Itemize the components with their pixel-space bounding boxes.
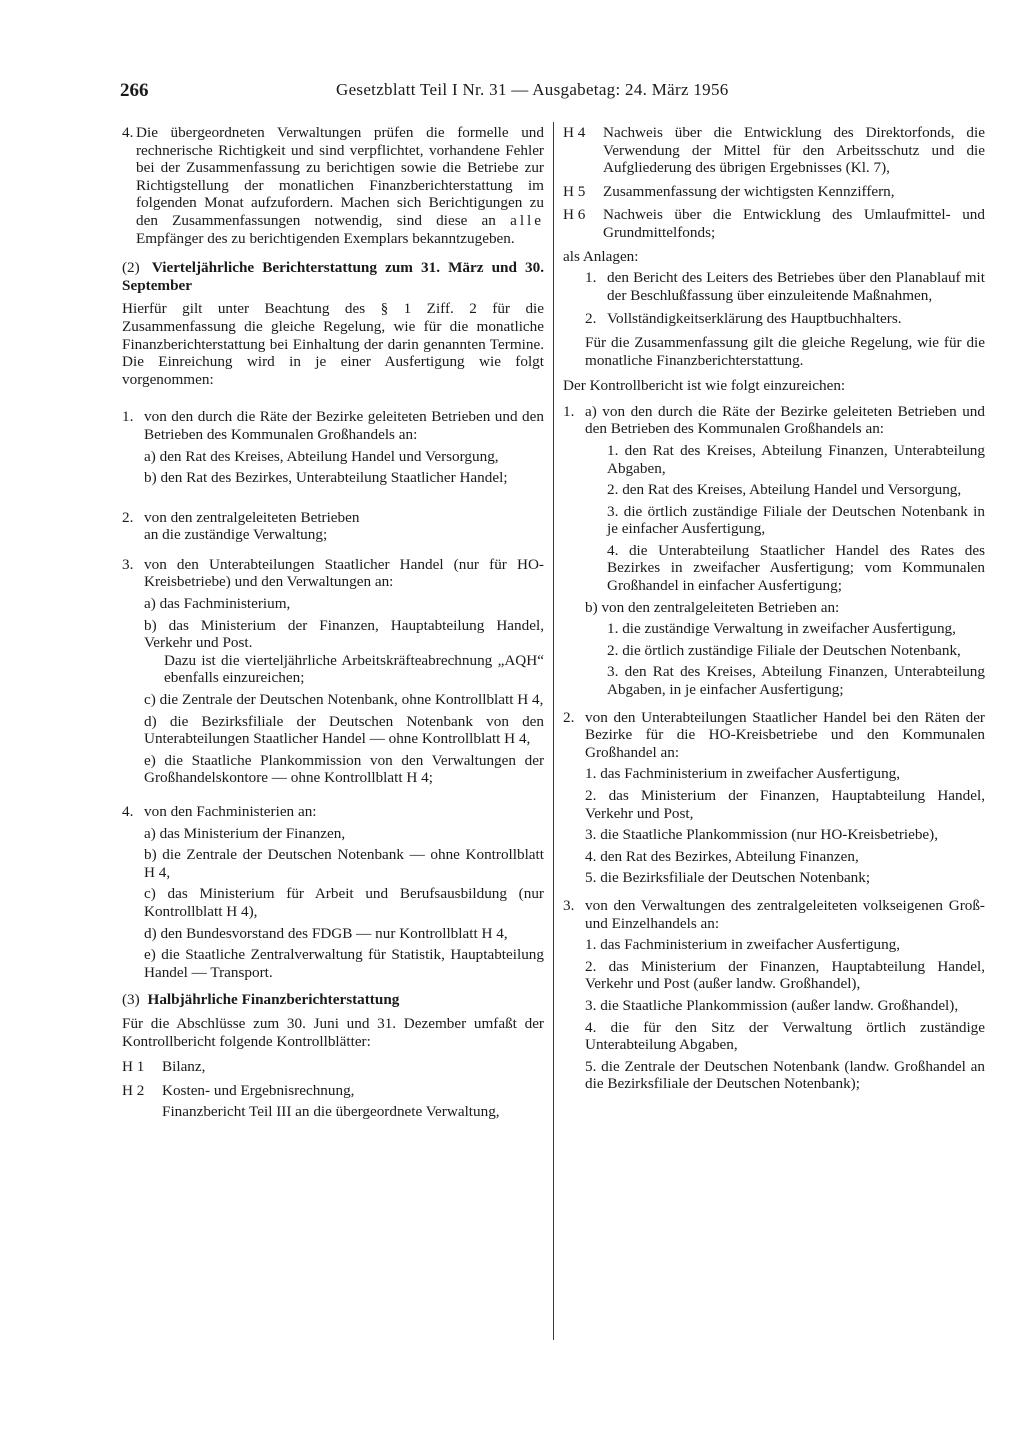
item-text: von den Unterabteilungen Staatlicher Handel (nur für HO-Kreisbetriebe) und den Verwaltungen an: [144,555,544,591]
sub-item-b: b) von den zentralgeleiteten Betrieben an: [585,598,840,616]
item-body [162,1082,544,1125]
item-text-part: Empfänger des zu berichtigenden Exemplars bekanntzugeben. [136,229,515,247]
paragraph-4 [122,124,544,247]
einreichung-2 [563,709,985,891]
item-text: den Bericht des Leiters des Betriebes über den Planablauf mit der Beschlußfassung über einzuleitende Maßnahmen, [607,269,985,304]
item-label: 1. [563,402,575,420]
einreichung-1 [563,403,985,703]
item-body [585,403,985,703]
list-item-3 [122,556,544,791]
item-text: Zusammenfassung der wichtigsten Kennziffern, [603,182,895,200]
emphasized-word: alle [510,211,544,229]
section-heading-2 [122,259,544,294]
sub-entry: 2. das Ministerium der Finanzen, Hauptabteilung Handel, Verkehr und Post, [585,787,985,822]
sub-item-b: b) das Ministerium der Finanzen, Hauptabteilung Handel, Verkehr und Post. [144,616,544,652]
right-column [563,124,985,1103]
item-label: H 5 [563,182,586,200]
section-title: Vierteljährliche Berichterstattung zum 31. März und 30. September [122,259,545,294]
item-body [144,803,544,985]
item-text-part: Die übergeordneten Verwaltungen prüfen die formelle und rechnerische Richtigkeit und sind verpflichtet, vorhandene Fehler bei der Zusammenfassung zu berichtigen sowie die Betriebe zur Richtigstellung der monatlichen Finanzberichterstattung im folgenden Monat aufzufordern. Machen sich Berichtigungen zu den Zusammenfassungen notwendig, sind diese an [136,124,544,229]
sub-entry: 1. das Fachministerium in zweifacher Ausfertigung, [585,936,901,954]
einreichung-3 [563,897,985,1097]
item-label: 3. [122,555,134,573]
sub-entry: 4. die Unterabteilung Staatlicher Handel des Rates des Bezirkes in zweifacher Ausfertigung; vom Kommunalen Großhandel in einfacher Ausfertigung; [607,541,985,595]
section-number: (3) [122,991,140,1009]
item-note: Finanzbericht Teil III an die übergeordnete Verwaltung, [162,1103,500,1121]
item-line: von den zentralgeleiteten Betrieben [144,508,360,526]
item-text: Nachweis über die Entwicklung des Direktorfonds, die Verwendung der Mittel für den Arbeitsschutz und die Aufgliederung des übrigen Ergebnisses (Kl. 7), [603,124,985,177]
item-text [136,124,544,247]
sub-item-b-note: Dazu ist die vierteljährliche Arbeitskräfteabrechnung „AQH“ ebenfalls einzureichen; [164,651,544,687]
sub-entry: 5. die Zentrale der Deutschen Notenbank (landw. Großhandel an die Bezirksfiliale der Deutschen Notenbank); [585,1057,985,1093]
column-divider [553,122,554,1340]
item-body [144,556,544,791]
sub-entry: 3. die Staatliche Plankommission (nur HO-Kreisbetriebe), [585,826,939,844]
header-title: Gesetzblatt Teil I Nr. 31 — Ausgabetag: 24. März 1956 [336,80,729,99]
item-label: H 4 [563,124,586,141]
item-text: von den Verwaltungen des zentralgeleiteten volkseigenen Groß- und Einzelhandels an: [585,896,985,932]
page-number: 266 [120,80,149,101]
item-label: 3. [563,896,575,914]
page-header [120,80,995,110]
sub-item-d: d) den Bundesvorstand des FDGB — nur Kontrollblatt H 4, [144,924,508,942]
item-body [144,408,544,490]
sub-item-a: a) von den durch die Räte der Bezirke geleiteten Betrieben und den Betrieben des Kommunalen Großhandels an: [585,402,985,438]
item-label: 2. [585,310,597,328]
sub-entry: 2. den Rat des Kreises, Abteilung Handel und Versorgung, [607,481,962,499]
kontrollblatt-h1 [122,1058,544,1076]
sub-item-a: a) das Ministerium der Finanzen, [144,824,346,842]
section-intro: Für die Abschlüsse zum 30. Juni und 31. Dezember umfaßt der Kontrollbericht folgende Kontrollblätter: [122,1014,544,1050]
sub-list-b [585,620,985,698]
sub-entry: 2. die örtlich zuständige Filiale der Deutschen Notenbank, [607,641,961,659]
sub-item-d: d) die Bezirksfiliale der Deutschen Notenbank von den Unterabteilungen Staatlicher Handel — ohne Kontrollblatt H 4, [144,712,544,748]
kontrollblatt-h6 [563,206,985,241]
item-text: Nachweis über die Entwicklung des Umlaufmittel- und Grundmittelfonds; [603,206,985,241]
item-label: 2. [563,708,575,726]
sub-item-b: b) den Rat des Bezirkes, Unterabteilung Staatlicher Handel; [144,469,508,487]
left-column [122,124,544,1131]
sub-item-c: c) die Zentrale der Deutschen Notenbank, ohne Kontrollblatt H 4, [144,691,544,709]
sub-list-a [585,442,985,595]
section-heading-3 [122,991,544,1009]
item-text: Vollständigkeitserklärung des Hauptbuchhalters. [607,310,902,328]
item-label: H 6 [563,206,586,224]
item-text: Bilanz, [162,1058,206,1076]
item-label: H 2 [122,1081,145,1099]
section-title: Halbjährliche Finanzberichterstattung [147,991,400,1009]
kontrollblatt-h5 [563,183,985,201]
sub-entry: 3. die Staatliche Plankommission (außer landw. Großhandel), [585,996,959,1014]
zusammenfassung-note: Für die Zusammenfassung gilt die gleiche Regelung, wie für die monatliche Finanzberichterstattung. [585,333,985,369]
kontrollblatt-h2 [122,1082,544,1125]
sub-entry: 1. den Rat des Kreises, Abteilung Finanzen, Unterabteilung Abgaben, [607,441,985,477]
item-text: von den Fachministerien an: [144,803,317,820]
item-text: von den durch die Räte der Bezirke geleiteten Betrieben und den Betrieben des Kommunalen Großhandels an: [144,408,544,443]
anlage-2 [563,310,985,328]
kontrollblatt-h4 [563,124,985,177]
anlagen-heading: als Anlagen: [563,247,639,265]
list-item-2 [122,509,544,544]
item-body [585,709,985,891]
sub-item-e: e) die Staatliche Zentralverwaltung für Statistik, Hauptabteilung Handel — Transport. [144,946,544,981]
item-body [585,897,985,1097]
sub-item-a: a) den Rat des Kreises, Abteilung Handel und Versorgung, [144,447,499,465]
sub-entry: 2. das Ministerium der Finanzen, Hauptabteilung Handel, Verkehr und Post (außer landw. Großhandel), [585,957,985,993]
sub-item-e: e) die Staatliche Plankommission von den Verwaltungen der Großhandelskontore — ohne Kontrollblatt H 4; [144,751,544,787]
section-number: (2) [122,259,140,277]
item-label: 1. [122,408,134,426]
anlage-1 [563,269,985,304]
item-label: 4. [122,803,134,820]
item-label: H 1 [122,1058,145,1076]
item-label: 4. [122,124,134,141]
list-item-1 [122,408,544,490]
item-label: 1. [585,269,597,287]
sub-entry: 5. die Bezirksfiliale der Deutschen Notenbank; [585,869,871,887]
item-body [144,509,544,544]
sub-entry: 3. die örtlich zuständige Filiale der Deutschen Notenbank in je einfacher Ausfertigung, [607,502,985,538]
sub-item-a: a) das Fachministerium, [144,595,291,613]
sub-entry: 1. das Fachministerium in zweifacher Ausfertigung, [585,765,901,783]
kontrollbericht-intro: Der Kontrollbericht ist wie folgt einzureichen: [563,377,846,395]
sub-entry: 4. den Rat des Bezirkes, Abteilung Finanzen, [585,847,859,865]
sub-entry: 1. die zuständige Verwaltung in zweifacher Ausfertigung, [607,620,956,638]
item-line: an die zuständige Verwaltung; [144,526,328,544]
sub-entry: 4. die für den Sitz der Verwaltung örtlich zuständige Unterabteilung Abgaben, [585,1018,985,1054]
section-intro: Hierfür gilt unter Beachtung des § 1 Ziff. 2 für die Zusammenfassung die gleiche Regelung, wie für die monatliche Finanzberichterstattung bei Einhaltung der darin genannten Termine. Die Einreichung wird in je einer Ausfertigung wie folgt vorgenommen: [122,300,544,388]
list-item-4 [122,803,544,985]
sub-item-c: c) das Ministerium für Arbeit und Berufsausbildung (nur Kontrollblatt H 4), [144,885,544,920]
item-label: 2. [122,508,134,526]
item-text: Kosten- und Ergebnisrechnung, [162,1081,355,1099]
sub-item-b: b) die Zentrale der Deutschen Notenbank — ohne Kontrollblatt H 4, [144,846,544,881]
item-text: von den Unterabteilungen Staatlicher Handel bei den Räten der Bezirke für die HO-Kreisbetriebe und den Kommunalen Großhandel an: [585,708,985,761]
sub-entry: 3. den Rat des Kreises, Abteilung Finanzen, Unterabteilung Abgaben, in je einfacher Ausfertigung; [607,663,985,699]
